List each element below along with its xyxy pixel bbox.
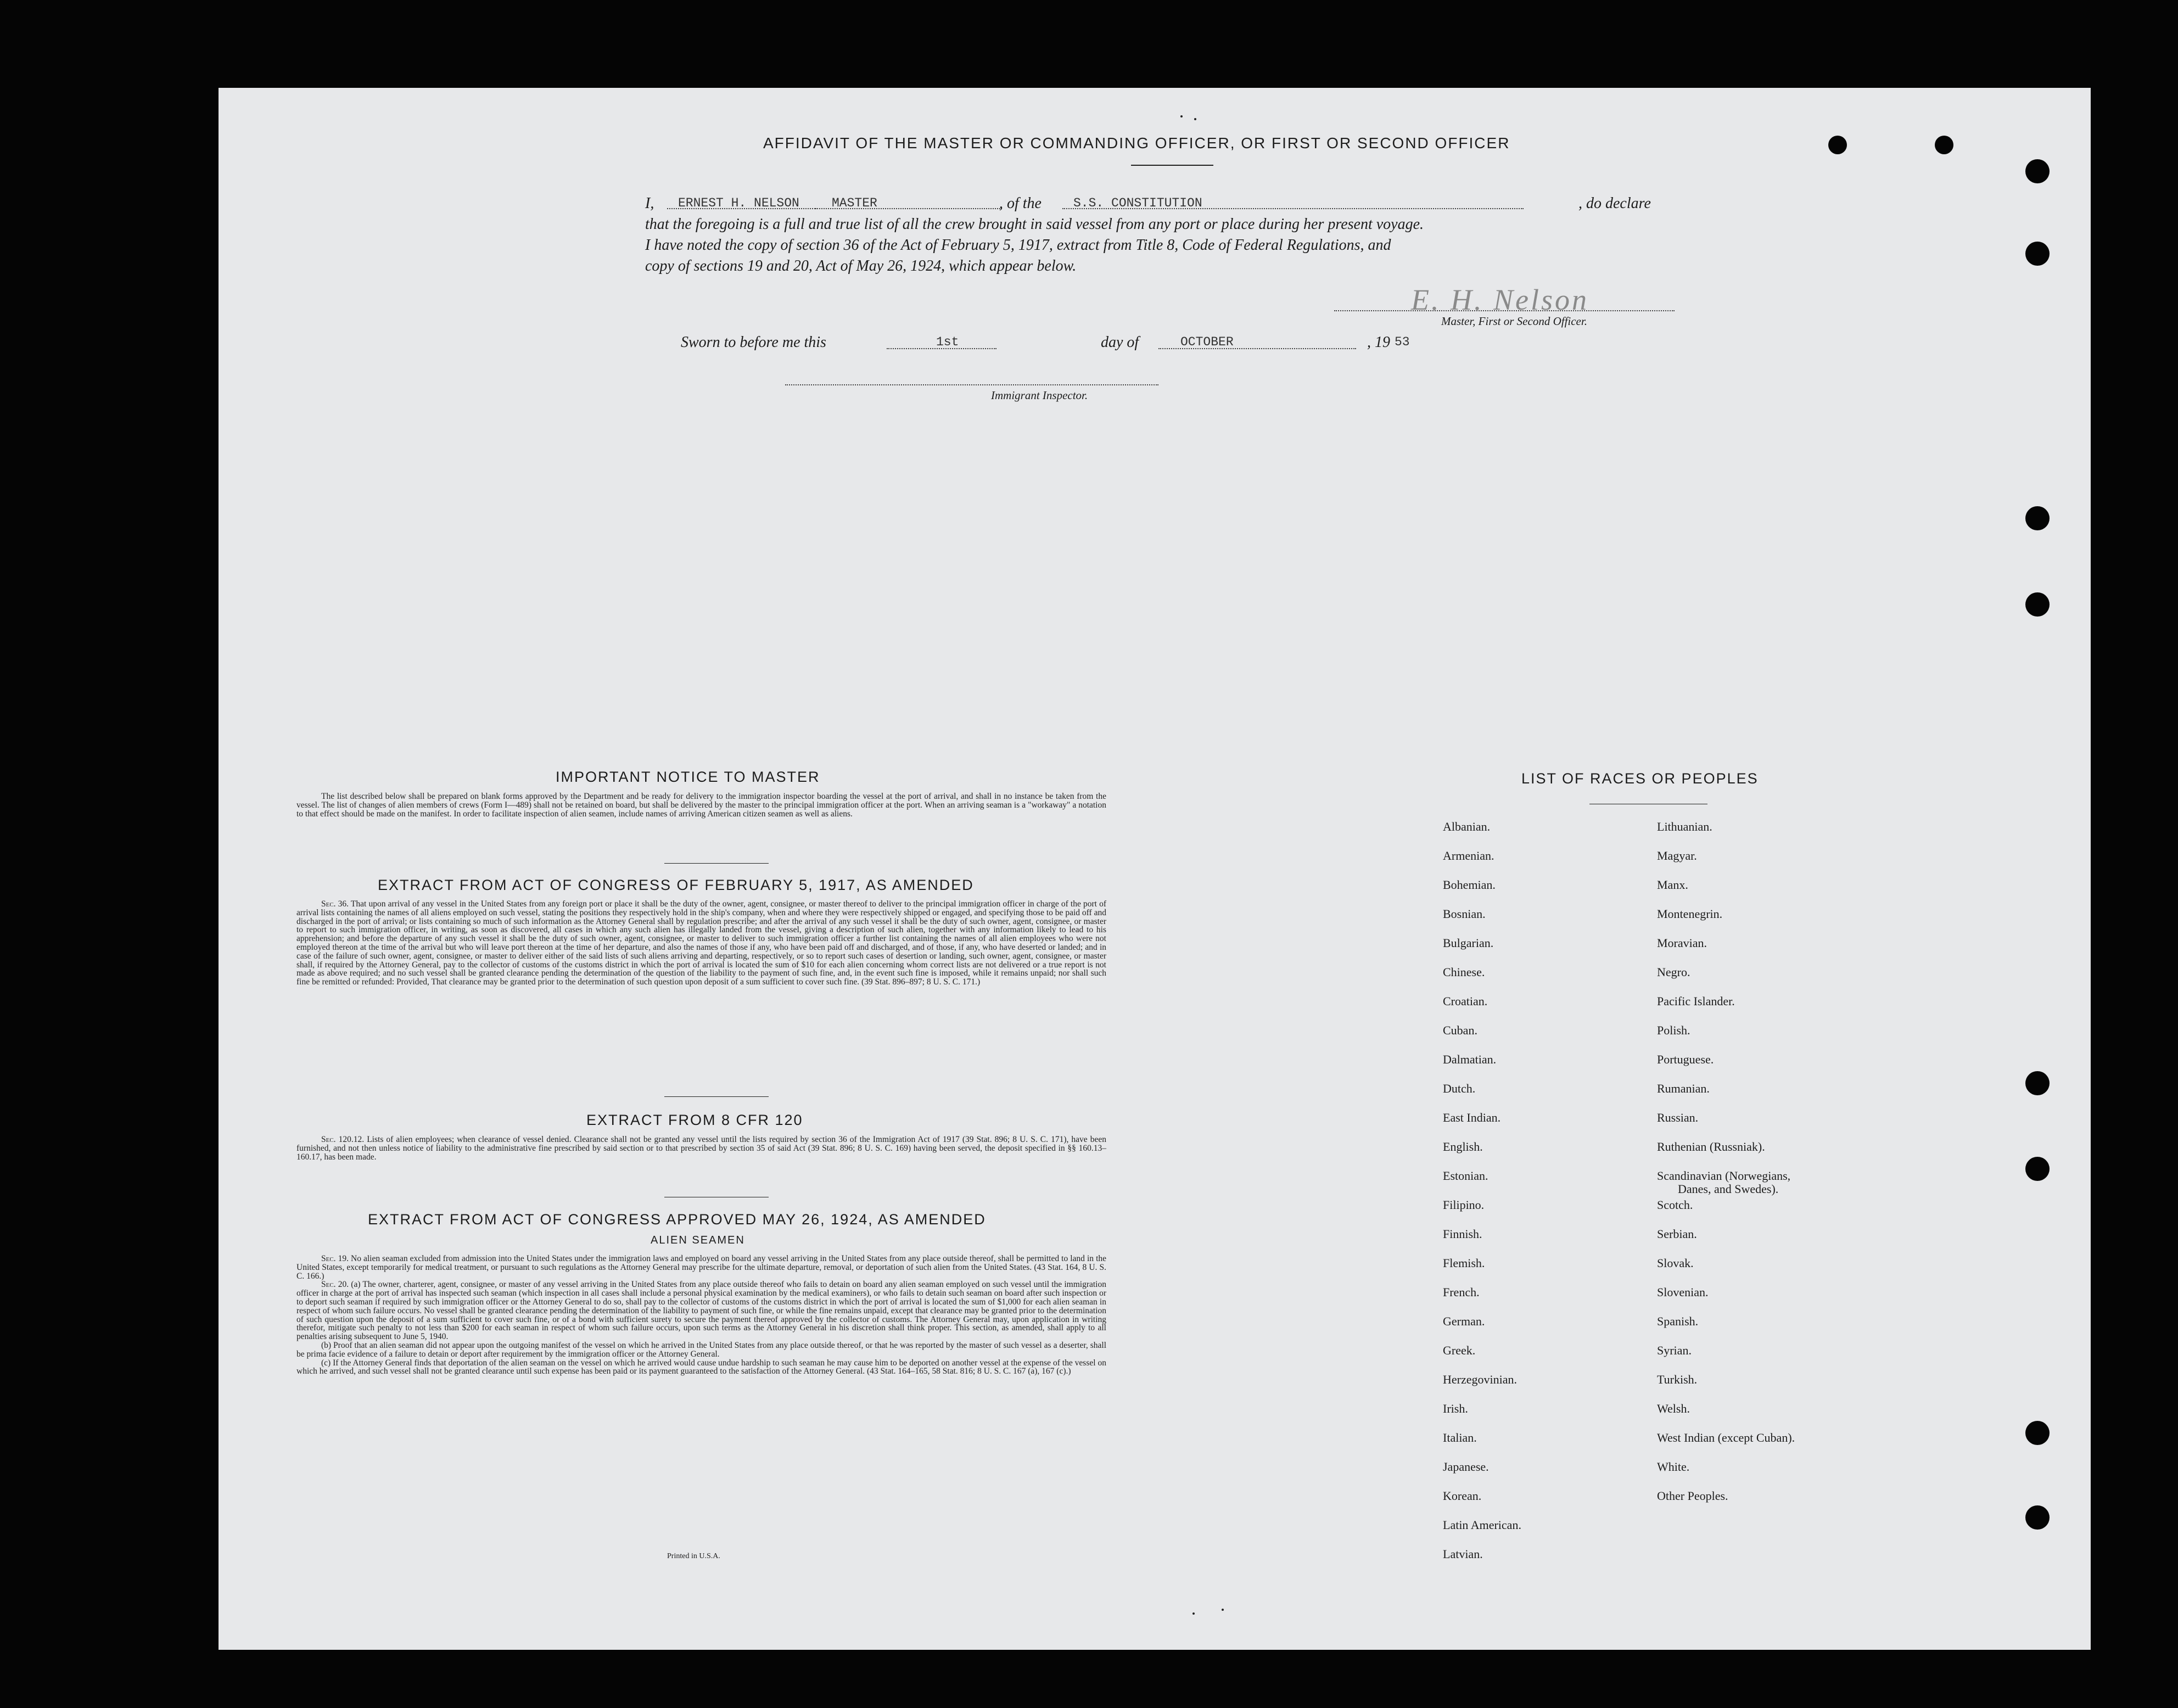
race-item: Korean. xyxy=(1443,1489,1482,1503)
form-page xyxy=(219,88,2091,1650)
speck xyxy=(1222,1609,1224,1611)
i-label: I, xyxy=(645,195,654,212)
extract-cfr-text xyxy=(296,1135,1106,1161)
race-item: Scotch. xyxy=(1657,1198,1693,1212)
do-declare-label: , do declare xyxy=(1578,195,1651,212)
race-item: Croatian. xyxy=(1443,994,1488,1008)
declaration-line-1 xyxy=(645,195,1677,215)
sec-20b-paragraph xyxy=(296,1341,1106,1359)
title-rule xyxy=(1131,165,1213,166)
race-item: Chinese. xyxy=(1443,965,1485,979)
race-item: Greek. xyxy=(1443,1343,1476,1357)
sec-120-label: Sec. 120.12. xyxy=(321,1135,365,1144)
punch-hole xyxy=(1935,136,1953,154)
sec-120-body: Lists of alien employees; when clearance of vessel denied. Clearance shall not be granted any vessel until the lists required by section 36 of the Immigration Act of 1917 (39 Stat. 896; 8 U. S. C. 171), have been furnished, and not then unless notice of liability to the administrative fine prescribed by said section or to that prescribed by section 35 of said Act (39 Stat. 896; 8 U. S. C. 169) having been served, the deposit specified in §§ 160.13–160.17, has been made. xyxy=(296,1135,1107,1162)
sworn-year: 53 xyxy=(1395,335,1410,349)
extract-1924-heading: EXTRACT FROM ACT OF CONGRESS APPROVED MAY 26, 1924, AS AMENDED xyxy=(368,1211,986,1228)
sec-36-label: Sec. 36. xyxy=(321,899,349,909)
of-the-label: , of the xyxy=(999,195,1042,212)
race-item: Bulgarian. xyxy=(1443,936,1494,950)
race-item: Bohemian. xyxy=(1443,878,1496,892)
sec-20-label: Sec. 20. xyxy=(321,1280,349,1290)
race-item: Negro. xyxy=(1657,965,1690,979)
race-item: Serbian. xyxy=(1657,1227,1697,1241)
inspector-caption: Immigrant Inspector. xyxy=(991,389,1088,402)
race-item: Ruthenian (Russniak). xyxy=(1657,1140,1765,1153)
sec-20c-paragraph xyxy=(296,1359,1106,1376)
inspector-signature-line xyxy=(785,384,1158,385)
day-of-label: day of xyxy=(1101,334,1139,351)
race-item: Armenian. xyxy=(1443,849,1494,863)
punch-hole xyxy=(1828,136,1847,154)
race-item: East Indian. xyxy=(1443,1111,1501,1124)
sec-20a-body: (a) The owner, charterer, agent, consignee, or master of any vessel arriving in the United States from any place outside thereof who fails to detain on board any alien seaman employed on such vessel until the immigration officer in charge at the port of arrival has inspected such seaman (which inspection in all cases shall include a personal physical examination by the medical examiners), or who fails to detain such seaman on board after such inspection or to deport such seaman if required by such immigration officer or the Attorney General to do so, shall pay to the collector of customs of the customs district in which the port of arrival is located the sum of $1,000 for each alien seaman in respect of whom such failure occurs. No vessel shall be granted clearance pending the determination of the liability to payment of such fine, or while the fine remains unpaid, except that clearance may be granted prior to the determination of such question upon the deposit of a sum sufficient to cover such fine, or of a bond with sufficient surety to secure the payment thereof approved by the collector of customs. The Attorney General may, upon application in writing therefor, mitigate such penalty to not less than $200 for each seaman in respect of whom such failure occurs, upon such terms as the Attorney General in his discretion shall think proper. This section, as amended, shall apply to all penalties arising subsequent to June 5, 1940. xyxy=(296,1280,1106,1342)
extract-cfr-heading: EXTRACT FROM 8 CFR 120 xyxy=(586,1112,803,1128)
sworn-month: OCTOBER xyxy=(1180,335,1234,349)
race-item: Welsh. xyxy=(1657,1402,1690,1415)
race-item: Portuguese. xyxy=(1657,1052,1714,1066)
race-item: Cuban. xyxy=(1443,1023,1477,1037)
race-item: Dutch. xyxy=(1443,1082,1476,1095)
race-item: Latin American. xyxy=(1443,1518,1521,1532)
race-item: English. xyxy=(1443,1140,1483,1153)
race-item: Rumanian. xyxy=(1657,1082,1710,1095)
sec-19-paragraph xyxy=(296,1255,1106,1280)
speck xyxy=(1180,115,1183,117)
race-item: White. xyxy=(1657,1460,1690,1474)
sec-20b-body: (b) Proof that an alien seaman did not appear upon the outgoing manifest of the vessel on which he arrived in the United States from any place outside thereof, or that he was reported by the master of such vessel as a deserter, shall be prima facie evidence of a failure to detain or deport after requirement by the immigration officer or the Attorney General. xyxy=(296,1340,1106,1359)
race-item: Albanian. xyxy=(1443,820,1491,833)
sec-36-body: That upon arrival of any vessel in the United States from any foreign port or place it shall be the duty of the owner, agent, consignee, or master thereof to deliver to the principal immigration officer in charge of the port of arrival lists containing the names of all aliens employed on such vessel, stating the positions they respectively hold in the ship's company, when and where they were respectively shipped or engaged, and specifying those to be paid off and discharged in the port of arrival; or lists containing so much of such information as the Attorney General shall by regulation prescribe; and after the arrival of any such vessel it shall be the duty of such owner, agent, consignee, or master to report to such immigration officer, in writing, as soon as discovered, all cases in which any such alien has illegally landed from the vessel, giving a description of such alien, together with any information likely to lead to his apprehension; and before the departure of any such vessel it shall be the duty of such owner, agent, consignee, or master to deliver to such immigration officer a further list containing the names of all alien employees who were not employed thereon at the time of the arrival but who will leave port thereon at the time of her departure, and also the names of those if any, who have been paid off and discharged, and of those, if any, who have deserted or landed; and in case of the failure of such owner, agent, consignee, or master to deliver either of the said lists of such aliens arriving and departing, respectively, or so to report such cases of desertion or landing, such owner, agent, consignee, or master shall, if required by the Attorney General, pay to the collector of customs of the customs district in which the port of arrival is located the sum of $10 for each alien concerning whom correct lists are not delivered or a true report is not made as above required; and no such vessel shall be granted clearance pending the determination of the question of the liability to the payment of such fine, and, in the event such fine is imposed, while it remains unpaid; nor shall such fine be remitted or refunded: Provided, That clearance may be granted prior to the determination of such question upon deposit of a sum sufficient to cover such fine. (39 Stat. 896–897; 8 U. S. C. 171.) xyxy=(296,899,1106,987)
race-item: Other Peoples. xyxy=(1657,1489,1728,1503)
sec-20c-body: (c) If the Attorney General finds that deportation of the alien seaman on the vessel on which he arrived would cause undue hardship to such seaman he may cause him to be deported on another vessel at the expense of the vessel on which he arrived, and such vessel shall not be granted clearance until such expense has been paid or its payment guaranteed to the satisfaction of the Attorney General. (43 Stat. 164–165, 58 Stat. 816; 8 U. S. C. 167 (a), 167 (c).) xyxy=(296,1358,1106,1376)
punch-hole xyxy=(2025,506,2050,530)
declaration-line-4: copy of sections 19 and 20, Act of May 26, 1924, which appear below. xyxy=(645,257,1077,275)
printed-in-usa: Printed in U.S.A. xyxy=(667,1552,720,1560)
sworn-line xyxy=(681,334,1449,354)
race-item: Scandinavian (Norwegians, xyxy=(1657,1169,1791,1183)
speck xyxy=(1192,1612,1195,1615)
race-item: Japanese. xyxy=(1443,1460,1489,1474)
race-item: Lithuanian. xyxy=(1657,820,1712,833)
sworn-label: Sworn to before me this xyxy=(681,334,826,351)
race-item: Finnish. xyxy=(1443,1227,1482,1241)
race-item: Estonian. xyxy=(1443,1169,1488,1183)
extract-1924-text xyxy=(296,1255,1106,1376)
race-item: Italian. xyxy=(1443,1431,1477,1444)
race-item: Pacific Islander. xyxy=(1657,994,1735,1008)
declaration-line-3: I have noted the copy of section 36 of the Act of February 5, 1917, extract from Title 8, Code of Federal Regulations, and xyxy=(645,237,1391,254)
punch-hole xyxy=(2025,1505,2050,1530)
punch-hole xyxy=(2025,1071,2050,1095)
section-divider xyxy=(664,1096,769,1097)
race-item: Montenegrin. xyxy=(1657,907,1723,921)
race-item: Bosnian. xyxy=(1443,907,1486,921)
race-item: Polish. xyxy=(1657,1023,1690,1037)
punch-hole xyxy=(2025,1421,2050,1445)
race-item: Danes, and Swedes). xyxy=(1678,1182,1779,1196)
year-prefix: , 19 xyxy=(1367,334,1390,351)
declaration-line-2: that the foregoing is a full and true list of all the crew brought in said vessel from any port or place during her present voyage. xyxy=(645,216,1424,233)
race-item: Flemish. xyxy=(1443,1256,1485,1270)
speck xyxy=(1194,118,1196,120)
race-item: Filipino. xyxy=(1443,1198,1485,1212)
race-item: Irish. xyxy=(1443,1402,1468,1415)
punch-hole xyxy=(2025,159,2050,183)
race-item: Syrian. xyxy=(1657,1343,1692,1357)
extract-1917-text xyxy=(296,900,1106,987)
punch-hole xyxy=(2025,592,2050,617)
section-divider xyxy=(664,863,769,864)
signature-caption: Master, First or Second Officer. xyxy=(1441,315,1587,328)
race-item: Herzegovinian. xyxy=(1443,1373,1517,1386)
alien-seamen-subheading: ALIEN SEAMEN xyxy=(651,1234,745,1246)
race-item: German. xyxy=(1443,1314,1485,1328)
notice-heading: IMPORTANT NOTICE TO MASTER xyxy=(556,769,820,785)
race-item: Russian. xyxy=(1657,1111,1699,1124)
race-item: Spanish. xyxy=(1657,1314,1699,1328)
master-signature: E. H. Nelson xyxy=(1411,283,1589,316)
race-item: Latvian. xyxy=(1443,1547,1483,1561)
race-item: Turkish. xyxy=(1657,1373,1698,1386)
race-item: Slovenian. xyxy=(1657,1285,1709,1299)
race-item: Moravian. xyxy=(1657,936,1707,950)
race-item: Dalmatian. xyxy=(1443,1052,1497,1066)
extract-1917-heading: EXTRACT FROM ACT OF CONGRESS OF FEBRUARY 5, 1917, AS AMENDED xyxy=(378,877,974,893)
punch-hole xyxy=(2025,242,2050,266)
notice-text xyxy=(296,792,1106,818)
race-item: West Indian (except Cuban). xyxy=(1657,1431,1795,1444)
notice-body: The list described below shall be prepared on blank forms approved by the Department and be ready for delivery to the immigration inspector boarding the vessel at the port of arrival, and shall in no instance be taken from the vessel. The list of changes of alien members of crews (Form I—489) shall not be retained on board, but shall be delivered by the master to the principal immigration officer at the port. When an arriving seaman is a "workaway" a notation to that effect should be made on the manifest. In order to facilitate inspection of alien seamen, include names of arriving American citizen seamen as well as aliens. xyxy=(296,792,1106,819)
sec-19-body: No alien seaman excluded from admission into the United States under the immigration laws and employed on board any vessel arriving in the United States from any place outside thereof, shall be permitted to land in the United States, except temporarily for medical treatment, or pursuant to such regulations as the Attorney General may prescribe for the ultimate departure, removal, or deportation of such alien from the United States. (43 Stat. 164, 8 U. S. C. 166.) xyxy=(296,1254,1106,1281)
master-rank: MASTER xyxy=(832,196,877,210)
sworn-day: 1st xyxy=(936,335,959,349)
race-item: Magyar. xyxy=(1657,849,1697,863)
races-heading: LIST OF RACES OR PEOPLES xyxy=(1521,770,1759,787)
master-name: ERNEST H. NELSON xyxy=(678,196,799,210)
vessel-name: S.S. CONSTITUTION xyxy=(1073,196,1202,210)
race-item: Manx. xyxy=(1657,878,1688,892)
sec-20a-paragraph xyxy=(296,1280,1106,1341)
affidavit-title: AFFIDAVIT OF THE MASTER OR COMMANDING OFFICER, OR FIRST OR SECOND OFFICER xyxy=(763,135,1510,152)
punch-hole xyxy=(2025,1157,2050,1181)
sec-19-label: Sec. 19. xyxy=(321,1254,349,1263)
race-item: Slovak. xyxy=(1657,1256,1694,1270)
race-item: French. xyxy=(1443,1285,1480,1299)
